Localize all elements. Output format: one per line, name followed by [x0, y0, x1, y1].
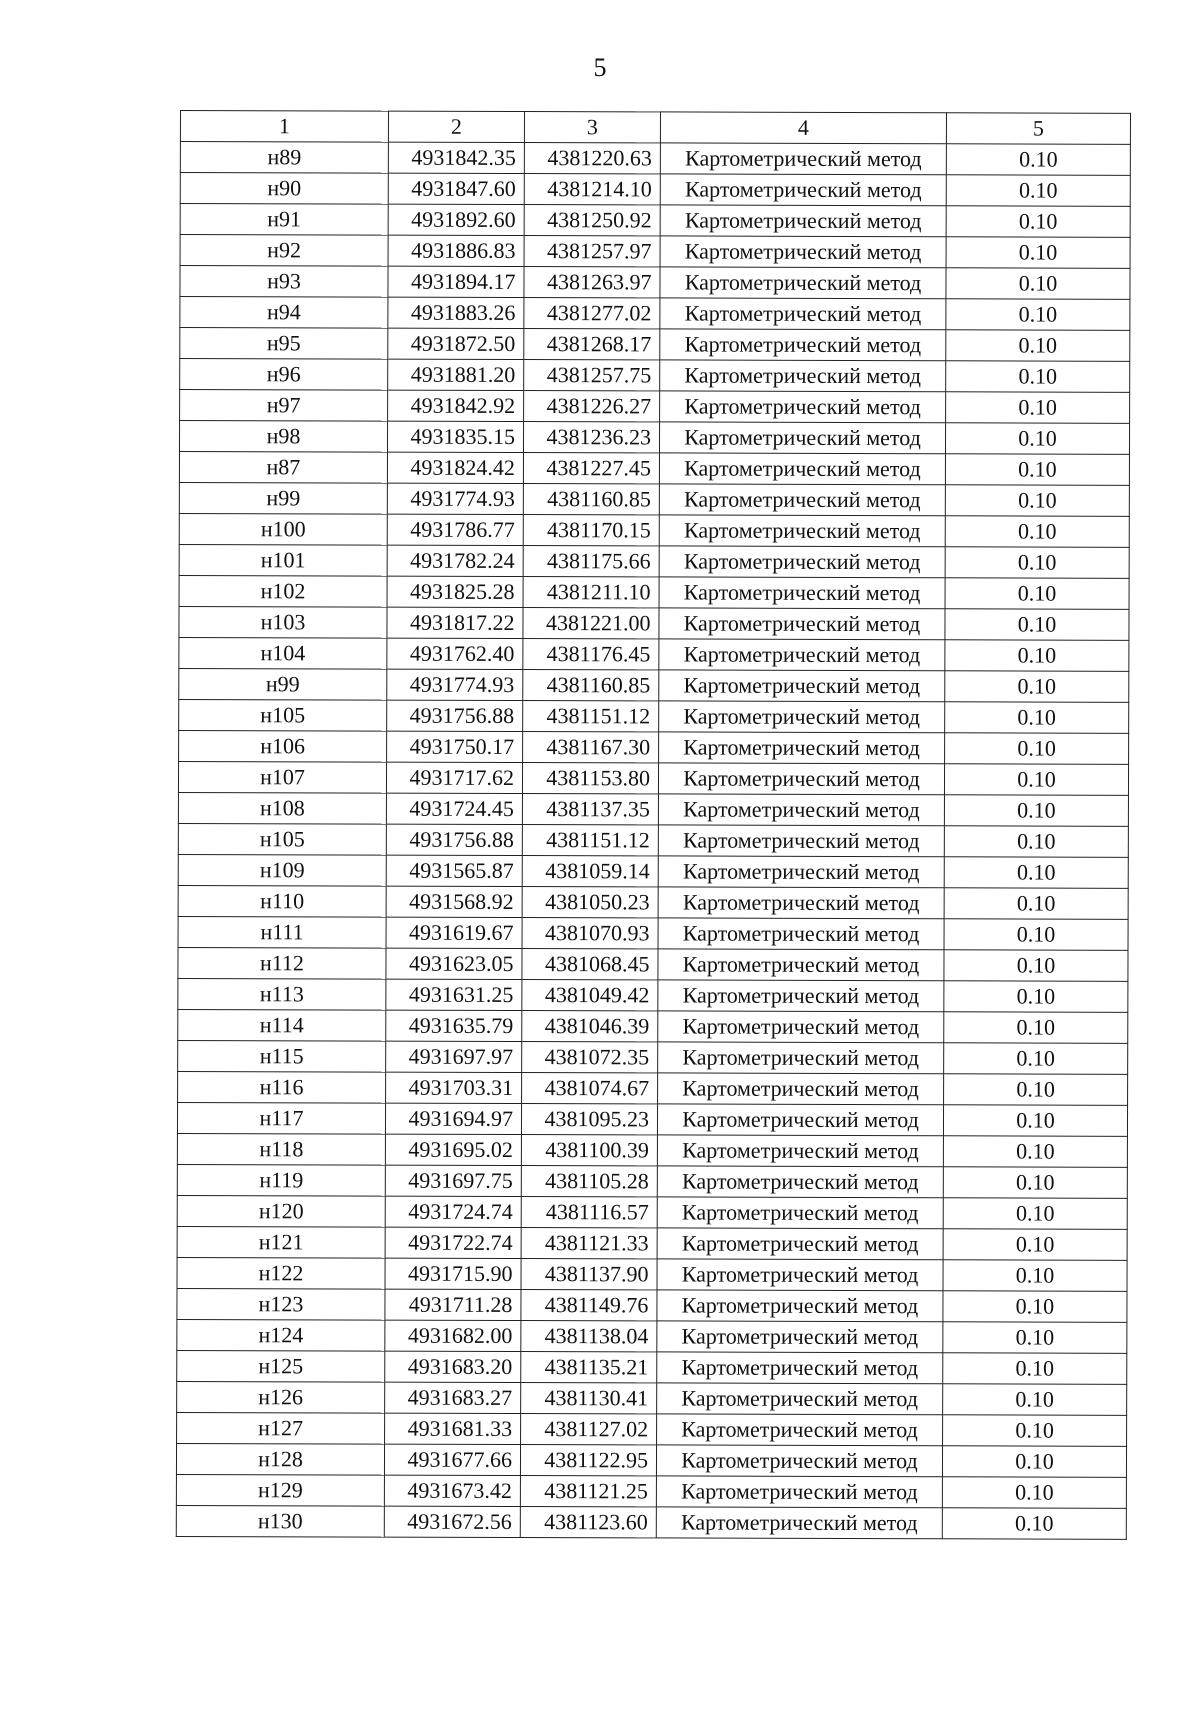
accuracy-cell: 0.10 [945, 454, 1129, 486]
table-row [178, 947, 1128, 981]
y-coordinate-cell: 4381221.00 [523, 608, 659, 639]
y-coordinate-cell: 4381176.45 [523, 639, 659, 670]
point-name-cell: н99 [179, 482, 387, 514]
x-coordinate-cell: 4931724.45 [386, 793, 522, 824]
table-row [177, 1226, 1127, 1260]
accuracy-cell: 0.10 [946, 299, 1130, 331]
x-coordinate-cell: 4931825.28 [387, 576, 523, 607]
accuracy-cell: 0.10 [942, 1508, 1126, 1540]
y-coordinate-cell: 4381049.42 [522, 980, 658, 1011]
point-name-cell: н95 [180, 328, 388, 360]
table-row [179, 699, 1129, 733]
method-cell: Картометрический метод [658, 856, 944, 888]
table-row [177, 1164, 1127, 1198]
x-coordinate-cell: 4931774.93 [387, 483, 523, 514]
table-row [180, 204, 1130, 238]
x-coordinate-cell: 4931842.35 [388, 142, 524, 173]
accuracy-cell: 0.10 [944, 1074, 1128, 1106]
accuracy-cell: 0.10 [946, 175, 1130, 207]
x-coordinate-cell: 4931682.00 [385, 1320, 521, 1351]
point-name-cell: н92 [180, 235, 388, 267]
method-cell: Картометрический метод [660, 329, 946, 361]
table-row [179, 544, 1129, 578]
header-cell-4: 4 [660, 112, 946, 144]
accuracy-cell: 0.10 [944, 950, 1128, 982]
accuracy-cell: 0.10 [944, 826, 1128, 858]
y-coordinate-cell: 4381257.75 [524, 360, 660, 391]
x-coordinate-cell: 4931681.33 [385, 1413, 521, 1444]
y-coordinate-cell: 4381153.80 [522, 763, 658, 794]
point-name-cell: н97 [180, 390, 388, 422]
point-name-cell: н96 [180, 359, 388, 391]
table-row [177, 1195, 1127, 1229]
x-coordinate-cell: 4931824.42 [387, 452, 523, 483]
method-cell: Картометрический метод [660, 236, 946, 268]
header-cell-2: 2 [388, 111, 524, 142]
table-row [180, 328, 1130, 362]
method-cell: Картометрический метод [658, 918, 944, 950]
x-coordinate-cell: 4931847.60 [388, 173, 524, 204]
table-row [177, 1102, 1127, 1136]
method-cell: Картометрический метод [658, 980, 944, 1012]
table-row [179, 606, 1129, 640]
point-name-cell: н115 [178, 1040, 386, 1072]
y-coordinate-cell: 4381095.23 [521, 1104, 657, 1135]
accuracy-cell: 0.10 [944, 919, 1128, 951]
y-coordinate-cell: 4381250.92 [524, 205, 660, 236]
x-coordinate-cell: 4931817.22 [387, 607, 523, 638]
point-name-cell: н129 [176, 1474, 384, 1506]
method-cell: Картометрический метод [656, 1476, 942, 1508]
table-row [177, 1381, 1127, 1415]
method-cell: Картометрический метод [659, 670, 945, 702]
point-name-cell: н106 [179, 730, 387, 762]
method-cell: Картометрический метод [659, 608, 945, 640]
method-cell: Картометрический метод [657, 1135, 943, 1167]
method-cell: Картометрический метод [659, 577, 945, 609]
x-coordinate-cell: 4931762.40 [387, 638, 523, 669]
method-cell: Картометрический метод [658, 949, 944, 981]
accuracy-cell: 0.10 [944, 857, 1128, 889]
point-name-cell: н124 [177, 1319, 385, 1351]
x-coordinate-cell: 4931782.24 [387, 545, 523, 576]
y-coordinate-cell: 4381137.90 [521, 1259, 657, 1290]
y-coordinate-cell: 4381100.39 [521, 1135, 657, 1166]
y-coordinate-cell: 4381070.93 [522, 918, 658, 949]
x-coordinate-cell: 4931883.26 [388, 297, 524, 328]
point-name-cell: н111 [178, 916, 386, 948]
table-row [177, 1319, 1127, 1353]
table-row [178, 854, 1128, 888]
point-name-cell: н122 [177, 1257, 385, 1289]
point-name-cell: н117 [177, 1102, 385, 1134]
table-row [180, 297, 1130, 331]
point-name-cell: н123 [177, 1288, 385, 1320]
point-name-cell: н91 [180, 204, 388, 236]
y-coordinate-cell: 4381135.21 [521, 1352, 657, 1383]
accuracy-cell: 0.10 [945, 423, 1129, 455]
table-row [177, 1288, 1127, 1322]
accuracy-cell: 0.10 [943, 1136, 1127, 1168]
table-row [177, 1350, 1127, 1384]
page-number: 5 [593, 53, 607, 82]
y-coordinate-cell: 4381227.45 [523, 453, 659, 484]
method-cell: Картометрический метод [657, 1197, 943, 1229]
method-cell: Картометрический метод [657, 1321, 943, 1353]
point-name-cell: н120 [177, 1195, 385, 1227]
method-cell: Картометрический метод [658, 1042, 944, 1074]
accuracy-cell: 0.10 [944, 1043, 1128, 1075]
method-cell: Картометрический метод [659, 422, 945, 454]
point-name-cell: н113 [178, 978, 386, 1010]
method-cell: Картометрический метод [660, 360, 946, 392]
header-cell-1: 1 [180, 111, 388, 143]
y-coordinate-cell: 4381149.76 [521, 1290, 657, 1321]
point-name-cell: н121 [177, 1226, 385, 1258]
method-cell: Картометрический метод [659, 515, 945, 547]
method-cell: Картометрический метод [656, 1507, 942, 1539]
table-row [180, 390, 1130, 424]
coordinates-table-container [176, 110, 1130, 1540]
point-name-cell: н114 [178, 1009, 386, 1041]
method-cell: Картометрический метод [660, 391, 946, 423]
x-coordinate-cell: 4931711.28 [385, 1289, 521, 1320]
accuracy-cell: 0.10 [943, 1198, 1127, 1230]
method-cell: Картометрический метод [657, 1383, 943, 1415]
x-coordinate-cell: 4931568.92 [386, 886, 522, 917]
method-cell: Картометрический метод [660, 298, 946, 330]
x-coordinate-cell: 4931623.05 [386, 948, 522, 979]
table-row [178, 792, 1128, 826]
y-coordinate-cell: 4381130.41 [521, 1383, 657, 1414]
method-cell: Картометрический метод [658, 1073, 944, 1105]
table-row [176, 1505, 1126, 1539]
point-name-cell: н108 [178, 792, 386, 824]
point-name-cell: н127 [177, 1412, 385, 1444]
point-name-cell: н98 [179, 421, 387, 453]
y-coordinate-cell: 4381257.97 [524, 236, 660, 267]
accuracy-cell: 0.10 [945, 609, 1129, 641]
x-coordinate-cell: 4931842.92 [388, 390, 524, 421]
table-row [178, 823, 1128, 857]
accuracy-cell: 0.10 [945, 547, 1129, 579]
x-coordinate-cell: 4931756.88 [387, 700, 523, 731]
y-coordinate-cell: 4381105.28 [521, 1166, 657, 1197]
x-coordinate-cell: 4931677.66 [384, 1444, 520, 1475]
y-coordinate-cell: 4381226.27 [524, 391, 660, 422]
y-coordinate-cell: 4381236.23 [523, 422, 659, 453]
point-name-cell: н128 [176, 1443, 384, 1475]
x-coordinate-cell: 4931786.77 [387, 514, 523, 545]
table-row [179, 637, 1129, 671]
accuracy-cell: 0.10 [943, 1291, 1127, 1323]
y-coordinate-cell: 4381175.66 [523, 546, 659, 577]
table-row [177, 1133, 1127, 1167]
y-coordinate-cell: 4381116.57 [521, 1197, 657, 1228]
y-coordinate-cell: 4381138.04 [521, 1321, 657, 1352]
x-coordinate-cell: 4931635.79 [386, 1010, 522, 1041]
point-name-cell: н119 [177, 1164, 385, 1196]
x-coordinate-cell: 4931619.67 [386, 917, 522, 948]
point-name-cell: н125 [177, 1350, 385, 1382]
table-row [180, 235, 1130, 269]
point-name-cell: н126 [177, 1381, 385, 1413]
y-coordinate-cell: 4381072.35 [522, 1042, 658, 1073]
y-coordinate-cell: 4381277.02 [524, 298, 660, 329]
point-name-cell: н104 [179, 637, 387, 669]
table-row [178, 885, 1128, 919]
accuracy-cell: 0.10 [945, 578, 1129, 610]
accuracy-cell: 0.10 [943, 1260, 1127, 1292]
method-cell: Картометрический метод [660, 143, 946, 175]
table-row [180, 142, 1130, 176]
y-coordinate-cell: 4381263.97 [524, 267, 660, 298]
accuracy-cell: 0.10 [943, 1322, 1127, 1354]
x-coordinate-cell: 4931697.75 [385, 1165, 521, 1196]
accuracy-cell: 0.10 [946, 268, 1130, 300]
y-coordinate-cell: 4381121.25 [520, 1476, 656, 1507]
method-cell: Картометрический метод [658, 825, 944, 857]
point-name-cell: н102 [179, 575, 387, 607]
point-name-cell: н107 [178, 761, 386, 793]
accuracy-cell: 0.10 [943, 1167, 1127, 1199]
y-coordinate-cell: 4381123.60 [520, 1507, 656, 1538]
y-coordinate-cell: 4381268.17 [524, 329, 660, 360]
accuracy-cell: 0.10 [944, 888, 1128, 920]
method-cell: Картометрический метод [659, 701, 945, 733]
accuracy-cell: 0.10 [943, 1229, 1127, 1261]
table-row [179, 451, 1129, 485]
point-name-cell: н109 [178, 854, 386, 886]
method-cell: Картометрический метод [657, 1104, 943, 1136]
accuracy-cell: 0.10 [944, 1012, 1128, 1044]
table-row [178, 978, 1128, 1012]
header-row [180, 111, 1130, 145]
y-coordinate-cell: 4381050.23 [522, 887, 658, 918]
x-coordinate-cell: 4931683.27 [385, 1382, 521, 1413]
x-coordinate-cell: 4931750.17 [387, 731, 523, 762]
method-cell: Картометрический метод [657, 1352, 943, 1384]
x-coordinate-cell: 4931881.20 [388, 359, 524, 390]
accuracy-cell: 0.10 [945, 640, 1129, 672]
accuracy-cell: 0.10 [945, 702, 1129, 734]
method-cell: Картометрический метод [657, 1290, 943, 1322]
method-cell: Картометрический метод [658, 794, 944, 826]
x-coordinate-cell: 4931715.90 [385, 1258, 521, 1289]
x-coordinate-cell: 4931835.15 [387, 421, 523, 452]
accuracy-cell: 0.10 [945, 671, 1129, 703]
accuracy-cell: 0.10 [946, 144, 1130, 176]
x-coordinate-cell: 4931683.20 [385, 1351, 521, 1382]
y-coordinate-cell: 4381068.45 [522, 949, 658, 980]
coordinates-table [176, 110, 1131, 1540]
y-coordinate-cell: 4381220.63 [524, 143, 660, 174]
point-name-cell: н90 [180, 173, 388, 205]
x-coordinate-cell: 4931672.56 [384, 1506, 520, 1537]
point-name-cell: н110 [178, 885, 386, 917]
y-coordinate-cell: 4381127.02 [521, 1414, 657, 1445]
x-coordinate-cell: 4931565.87 [386, 855, 522, 886]
x-coordinate-cell: 4931703.31 [386, 1072, 522, 1103]
method-cell: Картометрический метод [657, 1259, 943, 1291]
accuracy-cell: 0.10 [943, 1384, 1127, 1416]
table-row [178, 1040, 1128, 1074]
accuracy-cell: 0.10 [946, 361, 1130, 393]
x-coordinate-cell: 4931886.83 [388, 235, 524, 266]
table-row [177, 1412, 1127, 1446]
table-row [178, 1009, 1128, 1043]
y-coordinate-cell: 4381121.33 [521, 1228, 657, 1259]
table-row [177, 1257, 1127, 1291]
table-row [179, 730, 1129, 764]
x-coordinate-cell: 4931722.74 [385, 1227, 521, 1258]
x-coordinate-cell: 4931872.50 [388, 328, 524, 359]
accuracy-cell: 0.10 [946, 206, 1130, 238]
x-coordinate-cell: 4931756.88 [386, 824, 522, 855]
method-cell: Картометрический метод [659, 453, 945, 485]
method-cell: Картометрический метод [660, 267, 946, 299]
x-coordinate-cell: 4931724.74 [385, 1196, 521, 1227]
method-cell: Картометрический метод [659, 639, 945, 671]
point-name-cell: н89 [180, 142, 388, 174]
point-name-cell: н118 [177, 1133, 385, 1165]
y-coordinate-cell: 4381160.85 [523, 670, 659, 701]
table-row [179, 482, 1129, 516]
point-name-cell: н87 [179, 451, 387, 483]
y-coordinate-cell: 4381122.95 [520, 1445, 656, 1476]
x-coordinate-cell: 4931694.97 [385, 1103, 521, 1134]
table-row [180, 173, 1130, 207]
header-cell-3: 3 [524, 112, 660, 143]
point-name-cell: н105 [179, 699, 387, 731]
accuracy-cell: 0.10 [946, 330, 1130, 362]
header-cell-5: 5 [946, 113, 1130, 145]
method-cell: Картометрический метод [658, 763, 944, 795]
table-row [180, 266, 1130, 300]
method-cell: Картометрический метод [656, 1445, 942, 1477]
y-coordinate-cell: 4381160.85 [523, 484, 659, 515]
y-coordinate-cell: 4381167.30 [523, 732, 659, 763]
accuracy-cell: 0.10 [942, 1477, 1126, 1509]
table-body [176, 111, 1130, 1540]
y-coordinate-cell: 4381074.67 [522, 1073, 658, 1104]
method-cell: Картометрический метод [659, 732, 945, 764]
y-coordinate-cell: 4381046.39 [522, 1011, 658, 1042]
table-row [179, 575, 1129, 609]
accuracy-cell: 0.10 [943, 1353, 1127, 1385]
table-row [178, 761, 1128, 795]
point-name-cell: н112 [178, 947, 386, 979]
x-coordinate-cell: 4931894.17 [388, 266, 524, 297]
accuracy-cell: 0.10 [945, 485, 1129, 517]
method-cell: Картометрический метод [659, 484, 945, 516]
accuracy-cell: 0.10 [944, 981, 1128, 1013]
accuracy-cell: 0.10 [946, 237, 1130, 269]
y-coordinate-cell: 4381151.12 [522, 825, 658, 856]
x-coordinate-cell: 4931892.60 [388, 204, 524, 235]
accuracy-cell: 0.10 [945, 733, 1129, 765]
point-name-cell: н130 [176, 1505, 384, 1537]
x-coordinate-cell: 4931695.02 [385, 1134, 521, 1165]
method-cell: Картометрический метод [657, 1228, 943, 1260]
method-cell: Картометрический метод [657, 1414, 943, 1446]
x-coordinate-cell: 4931774.93 [387, 669, 523, 700]
point-name-cell: н100 [179, 513, 387, 545]
accuracy-cell: 0.10 [943, 1415, 1127, 1447]
table-row [178, 1071, 1128, 1105]
accuracy-cell: 0.10 [946, 392, 1130, 424]
point-name-cell: н116 [178, 1071, 386, 1103]
table-row [179, 421, 1129, 455]
table-row [178, 916, 1128, 950]
table-row [180, 359, 1130, 393]
point-name-cell: н105 [178, 823, 386, 855]
method-cell: Картометрический метод [660, 205, 946, 237]
y-coordinate-cell: 4381214.10 [524, 174, 660, 205]
method-cell: Картометрический метод [658, 887, 944, 919]
accuracy-cell: 0.10 [944, 764, 1128, 796]
table-row [176, 1474, 1126, 1508]
point-name-cell: н94 [180, 297, 388, 329]
accuracy-cell: 0.10 [943, 1105, 1127, 1137]
x-coordinate-cell: 4931673.42 [384, 1475, 520, 1506]
x-coordinate-cell: 4931631.25 [386, 979, 522, 1010]
point-name-cell: н103 [179, 606, 387, 638]
point-name-cell: н101 [179, 544, 387, 576]
method-cell: Картометрический метод [660, 174, 946, 206]
y-coordinate-cell: 4381137.35 [522, 794, 658, 825]
y-coordinate-cell: 4381151.12 [523, 701, 659, 732]
point-name-cell: н99 [179, 668, 387, 700]
point-name-cell: н93 [180, 266, 388, 298]
y-coordinate-cell: 4381059.14 [522, 856, 658, 887]
method-cell: Картометрический метод [659, 546, 945, 578]
method-cell: Картометрический метод [658, 1011, 944, 1043]
x-coordinate-cell: 4931697.97 [386, 1041, 522, 1072]
table-row [176, 1443, 1126, 1477]
table-row [179, 668, 1129, 702]
accuracy-cell: 0.10 [942, 1446, 1126, 1478]
y-coordinate-cell: 4381211.10 [523, 577, 659, 608]
y-coordinate-cell: 4381170.15 [523, 515, 659, 546]
accuracy-cell: 0.10 [944, 795, 1128, 827]
method-cell: Картометрический метод [657, 1166, 943, 1198]
accuracy-cell: 0.10 [945, 516, 1129, 548]
table-row [179, 513, 1129, 547]
x-coordinate-cell: 4931717.62 [386, 762, 522, 793]
